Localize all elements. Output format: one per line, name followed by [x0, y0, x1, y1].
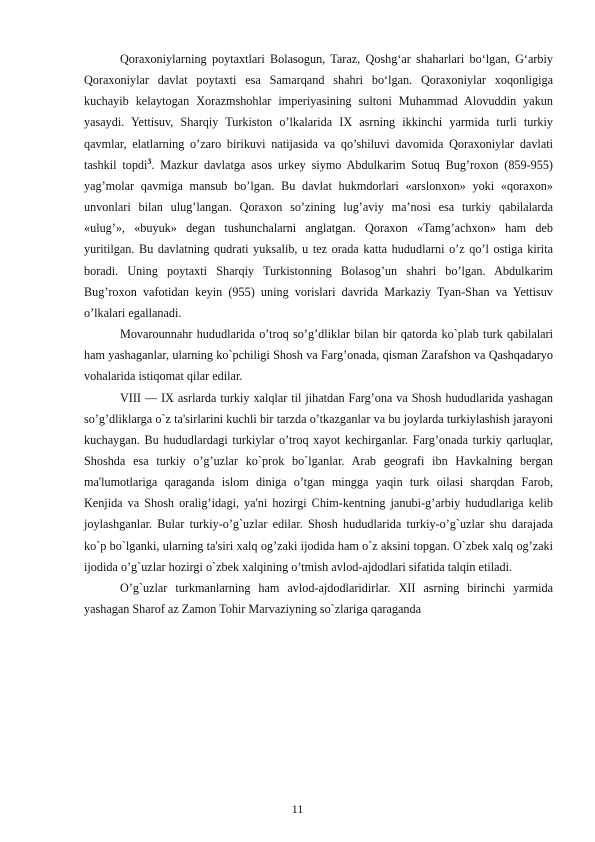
page-number: 11 — [291, 802, 304, 816]
document-body — [84, 49, 553, 620]
paragraph-text-continued: . Mazkur davlatga asos urkey siymo Abdulkarim Sotuq Bug’roxon (859-955) yag’molar qavmiga mansub bo’lgan. Bu davlat hukmdorlari «arslonxon» yoki «qoraxon» unvonlari bilan ulug’langan. Qoraxon so’zining lug’aviy ma’nosi esa turkiy qabilalarda «ulug’», «buyuk» degan tushunchalarni anglatgan. Qoraxon «Tamg’achxon» ham deb yuritilgan. Bu davlatning qudrati yuksalib, u tez orada katta hududlarni o’z qo’l ostiga kirita boradi. Uning poytaxti Sharqiy Turkistonning Bolasog’un shahri bo’lgan. Abdulkarim Bug’roxon vafotidan keyin (955) uning vorislari davrida Markaziy Tyan-Shan va Yettisuv o’lkalari egallanadi. — [84, 157, 553, 320]
footnote-marker[interactable]: 3 — [147, 156, 152, 166]
paragraph-turkiy-xalqlar: VIII — IX asrlarda turkiy xalqlar til jihatdan Farg’ona va Shosh hududlarida yashagan so’g’dliklarga o`z ta'sirlarini kuchli bir tarzda o’tkazganlar va bu joylarda turkiylashish jarayoni kuchaygan. Bu hududlardagi turkiylar o’troq xayot kechirganlar. Farg’onada turkiy qarluqlar, Shoshda esa turkiy o’g’uzlar ko`prok bo`lganlar. Arab geografi ibn Havkalning bergan ma'lumotlariga qaraganda islom diniga o’tgan mingga yaqin turk oilasi sharqdan Farob, Kenjida va Shosh oralig’idagi, ya'ni hozirgi Chim-kentning janubi-g’arbiy hududlariga kelib joylashganlar. Bular turkiy-o’g`uzlar edilar. Shosh hududlarida turkiy-o’g`uzlar shu darajada ko`p bo`lganki, ularning ta'siri xalq og’zaki ijodida ham o`z aksini topgan. O`zbek xalq og’zaki ijodida o’g`uzlar hozirgi o`zbek xalqining o’tmish avlod-ajdodlari sifatida talqin etiladi. — [84, 390, 553, 574]
paragraph-text: Qoraxoniylarning poytaxtlari Bolasogun, Taraz, Qoshg‘ar shaharlari bo‘lgan, G‘arbiy Qoraxoniylar davlat poytaxti esa Samarqand shahri bo‘lgan. Qoraxoniylar xoqonligiga kuchayib kelaytogan Xorazmshohlar imperiyasining sultoni Muhammad Alovuddin yakun yasaydi. Yettisuv, Sharqiy Turkiston o’lkalarida IX asrning ikkinchi yarmida turli turkiy qavmlar, elatlarning o’zaro birikuvi natijasida va qo’shiluvi davomida Qoraxoniylar davlati tashkil topdi — [84, 52, 553, 172]
paragraph-movarounnahr: Movarounnahr hududlarida o’troq so’g’dliklar bilan bir qatorda ko`plab turk qabilalari ham yashaganlar, ularning ko`pchiligi Shosh va Farg’onada, qisman Zarafshon va Qashqadaryo vohalarida istiqomat qilar edilar. — [84, 327, 553, 384]
paragraph-oguzlar: O’g`uzlar turkmanlarning ham avlod-ajdodlaridirlar. XII asrning birinchi yarmida yashagan Sharof az Zamon Tohir Marvaziyning so`zlariga qaraganda — [84, 580, 553, 617]
paragraph-qoraxoniylar — [84, 49, 553, 324]
